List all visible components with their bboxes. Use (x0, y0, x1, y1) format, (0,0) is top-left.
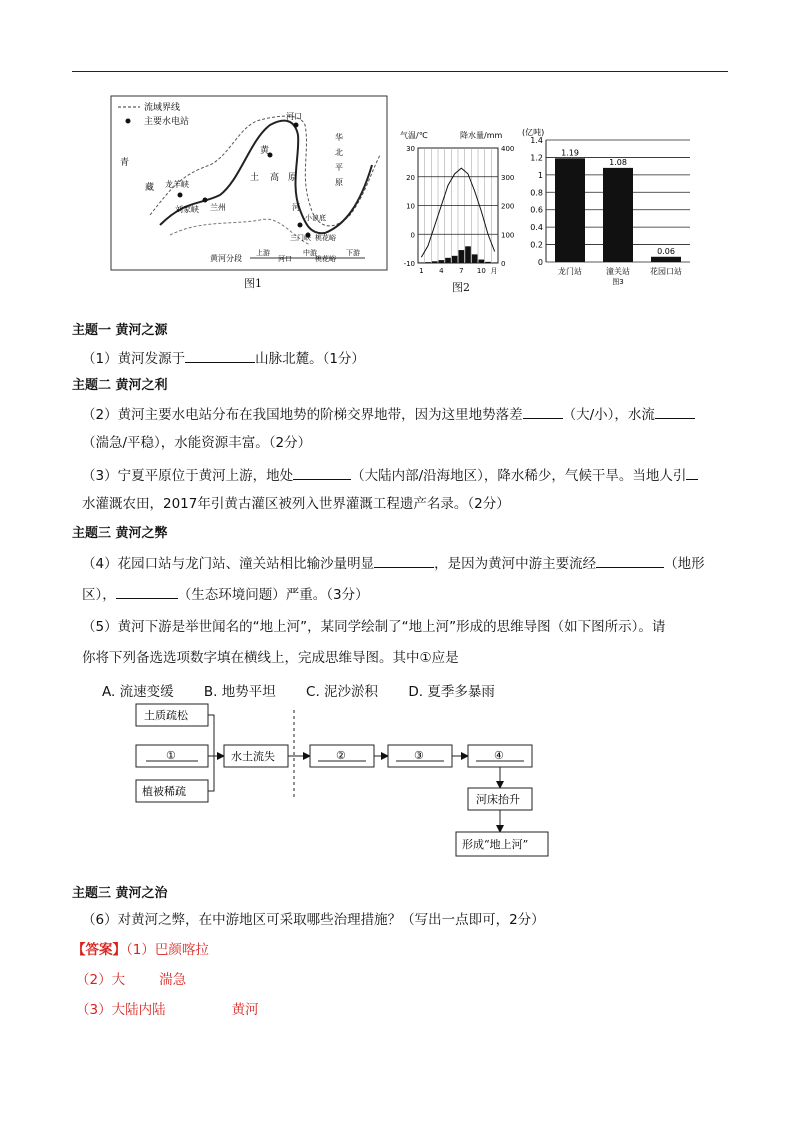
data-label: 1.08 (609, 157, 627, 167)
x-tick-label: 1 (419, 267, 424, 275)
option-d: D. 夏季多暴雨 (408, 684, 495, 700)
precip-bar (425, 262, 431, 263)
map-label: 下游 (346, 249, 360, 257)
map-label: 兰州 (210, 203, 226, 212)
map-label: 桃花峪 (315, 234, 336, 242)
q-text: （地形 (664, 556, 705, 572)
q-text: 区）， (82, 587, 116, 603)
map-label: 华 (335, 133, 343, 142)
map-label: 原 (335, 178, 343, 187)
right-tick-label: 200 (501, 202, 515, 211)
y-tick-label: 0 (537, 258, 543, 267)
y-tick-label: 1.4 (530, 136, 543, 145)
header-rule (72, 71, 728, 72)
map-label: 土 (250, 173, 260, 183)
left-tick-label: 20 (406, 173, 415, 182)
map-label: 藏 (145, 183, 155, 193)
precip-bar (485, 262, 491, 263)
right-tick-label: 300 (501, 173, 515, 182)
x-tick-label: 10 (476, 267, 486, 275)
q-text: （生态环境问题）严重。（3分） (177, 587, 369, 603)
map-label: 原 (288, 173, 298, 183)
answer-3 (76, 1000, 259, 1020)
data-label: 1.19 (561, 148, 579, 158)
answer-blank[interactable] (293, 464, 351, 480)
answer-blank[interactable] (686, 464, 698, 480)
map-label: 高 (270, 173, 280, 183)
left-tick-label: -10 (403, 260, 415, 268)
answer-text: 湍急 (159, 972, 187, 988)
map-label: 龙羊峡 (165, 180, 189, 189)
mm-blank-4: ④ (494, 749, 504, 762)
question-4 (82, 552, 705, 574)
map-label: 上游 (256, 249, 270, 257)
y-tick-label: 0.2 (530, 240, 543, 250)
answer-blank[interactable] (116, 583, 178, 599)
category-label: 龙门站 (558, 267, 582, 276)
question-1 (82, 347, 365, 369)
theme-1: 主题一 黄河之源 (72, 323, 168, 338)
x-tick-label: 4 (439, 267, 444, 275)
unit-label: (亿吨) (522, 128, 545, 137)
answer-tag: 【答案】 (72, 942, 126, 958)
fig3-caption: 图3 (612, 278, 624, 286)
x-tick-label: 月 (490, 267, 498, 275)
precip-bar (445, 258, 451, 263)
category-label: 潼关站 (606, 267, 630, 276)
sediment-bar (651, 257, 681, 262)
mm-blank-3: ③ (414, 749, 424, 762)
legend-boundary: 流域界线 (144, 103, 181, 113)
answer-2 (76, 970, 186, 990)
mm-erosion: 水土流失 (231, 750, 275, 763)
precip-bar (419, 262, 425, 263)
options-row (102, 680, 521, 700)
map-label: 平 (335, 163, 343, 172)
answer-text: 黄河 (231, 1002, 259, 1018)
theme-4: 主题三 黄河之治 (72, 886, 168, 901)
map-label: 中游 (303, 249, 317, 257)
q-text: （4）花园口站与龙门站、潼关站相比输沙量明显 (82, 556, 375, 572)
answer-blank[interactable] (185, 347, 255, 363)
mm-sparse-veg: 植被稀疏 (142, 785, 186, 798)
y-tick-label: 0.8 (530, 188, 543, 198)
answer-text: （3）大陆内陆 (76, 1002, 166, 1018)
map-label: 青 (120, 158, 130, 168)
option-b: B. 地势平坦 (203, 684, 276, 700)
map-label: 河口 (278, 255, 292, 263)
left-tick-label: 10 (406, 202, 415, 211)
answer-1 (72, 940, 209, 960)
precip-bar (459, 250, 465, 263)
q-text: ，是因为黄河中游主要流经 (434, 556, 597, 572)
precip-bar (492, 262, 498, 263)
right-axis-title: 降水量/mm (460, 131, 503, 140)
answer-text: （1）巴颜喀拉 (126, 942, 209, 958)
legend-station: 主要水电站 (144, 117, 190, 127)
answer-blank[interactable] (655, 403, 695, 419)
answer-blank[interactable] (374, 552, 434, 568)
map-label: 刘家峡 (175, 205, 199, 214)
right-tick-label: 100 (501, 231, 515, 240)
y-tick-label: 0.6 (530, 205, 543, 215)
left-tick-label: 30 (406, 145, 415, 153)
mind-map (134, 700, 564, 870)
q-text: （1）黄河发源于 (82, 351, 186, 367)
data-label: 0.06 (657, 246, 675, 256)
precip-bar (479, 260, 485, 263)
mm-riverbed: 河床抬升 (476, 793, 520, 806)
sediment-bar (603, 168, 633, 262)
map-label: 桃花峪 (315, 255, 336, 263)
mm-loose-soil: 土质疏松 (144, 709, 188, 722)
fig1-caption: 图1 (244, 277, 262, 290)
fig2-caption: 图2 (452, 281, 470, 294)
mm-blank-2: ② (336, 749, 346, 762)
right-tick-label: 400 (501, 145, 515, 153)
right-tick-label: 0 (501, 260, 506, 268)
q-text: （大陆内部/沿海地区），降水稀少，气候干旱。当地人引 (351, 468, 687, 484)
theme-3: 主题三 黄河之弊 (72, 526, 168, 541)
answer-text: （2）大 (76, 972, 126, 988)
category-label: 花园口站 (650, 267, 682, 276)
sediment-bar (555, 158, 585, 262)
y-tick-label: 1 (537, 170, 543, 180)
precip-bar (472, 254, 478, 263)
precip-bar (465, 246, 471, 263)
map-label: 三门峡 (290, 234, 311, 242)
q-text: （2）黄河主要水电站分布在我国地势的阶梯交界地带，因为这里地势落差 (82, 407, 523, 423)
precip-bar (452, 256, 458, 263)
question-5-cont: 你将下列备选选项数字填在横线上，完成思维导图。其中①应是 (82, 650, 459, 666)
mm-blank-1: ① (166, 749, 176, 762)
left-tick-label: 0 (410, 231, 415, 240)
precip-bar (432, 261, 438, 263)
q-text: 山脉北麓。（1分） (255, 351, 365, 367)
left-axis-title: 气温/℃ (400, 131, 428, 140)
x-tick-label: 7 (459, 267, 464, 275)
answer-blank[interactable] (596, 552, 664, 568)
map-label: 黄河分段 (210, 254, 242, 263)
theme-2: 主题二 黄河之利 (72, 378, 168, 393)
question-3-cont: 水灌溉农田，2017年引黄古灌区被列入世界灌溉工程遗产名录。（2分） (82, 496, 510, 512)
map-label: 北 (335, 148, 343, 157)
answer-blank[interactable] (523, 403, 563, 419)
option-c: C. 泥沙淤积 (306, 684, 379, 700)
question-2 (82, 403, 695, 425)
map-label: 河口 (286, 112, 302, 121)
map-label: 黄 (260, 146, 270, 156)
question-2-cont: （湍急/平稳），水能资源丰富。（2分） (82, 435, 312, 451)
precip-bar (439, 260, 445, 263)
q-text: （大/小），水流 (562, 407, 655, 423)
question-5: （5）黄河下游是举世闻名的“地上河”，某同学绘制了“地上河”形成的思维导图（如下图所示）。请 (82, 619, 666, 635)
map-label: 小浪底 (305, 214, 326, 222)
climate-chart (398, 128, 520, 278)
y-tick-label: 1.2 (530, 153, 543, 163)
map-label: 河 (292, 203, 300, 212)
option-a: A. 流速变缓 (102, 684, 174, 700)
question-3 (82, 464, 698, 486)
question-6: （6）对黄河之弊，在中游地区可采取哪些治理措施？（写出一点即可，2分） (82, 912, 545, 928)
q-text: （3）宁夏平原位于黄河上游，地处 (82, 468, 294, 484)
question-4-cont (82, 583, 369, 605)
sediment-chart (522, 126, 702, 286)
y-tick-label: 0.4 (530, 223, 543, 233)
mm-result: 形成“地上河” (462, 838, 529, 851)
yellow-river-map (110, 95, 388, 271)
